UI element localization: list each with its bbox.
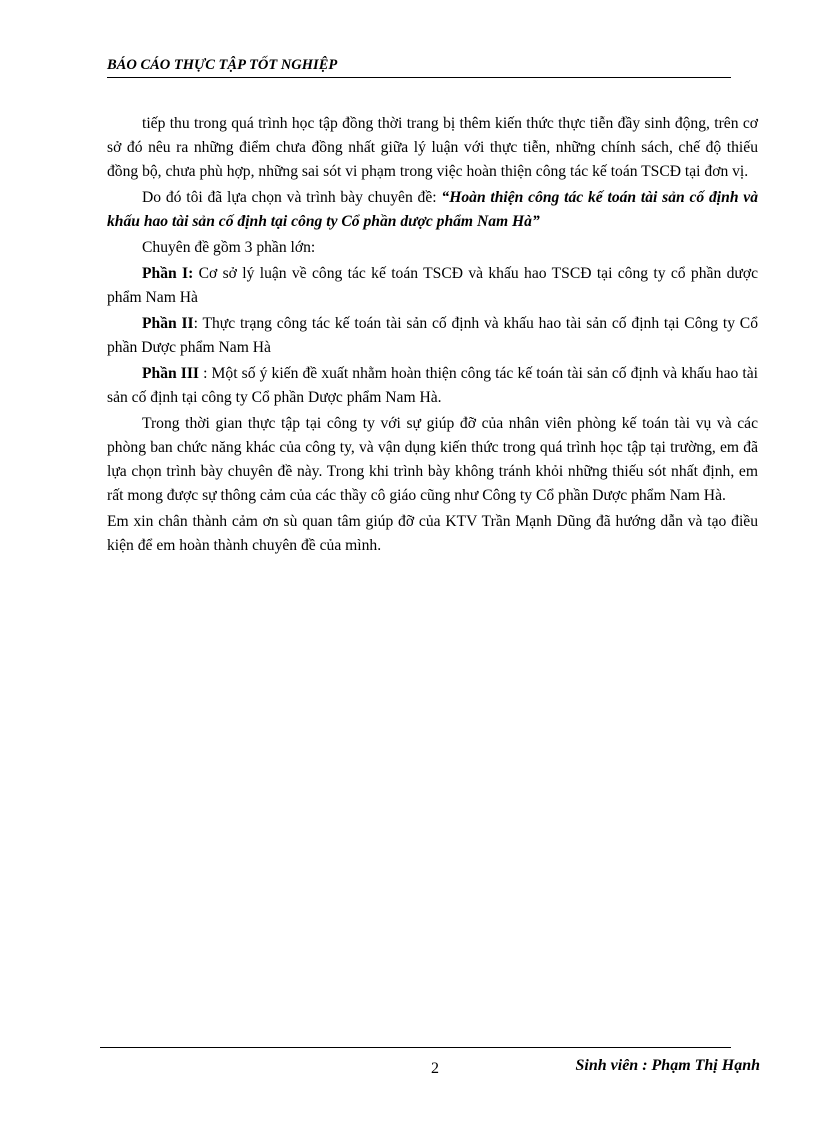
paragraph: tiếp thu trong quá trình học tập đồng thời trang bị thêm kiến thức thực tiễn đầy sinh động, trên cơ sở đó nêu ra những điểm chưa đồng nhất giữa lý luận với thực tiễn, những chính sách, chế độ thiếu đồng bộ, chưa phù hợp, những sai sót vi phạm trong việc hoàn thiện công tác kế toán TSCĐ tại đơn vị. — [107, 115, 758, 180]
paragraph-topic — [107, 186, 758, 234]
footer-divider — [100, 1047, 731, 1048]
paragraph: Chuyên đề gồm 3 phần lớn: — [142, 239, 316, 256]
page-number: 2 — [431, 1060, 439, 1077]
part-item — [107, 362, 758, 410]
student-name: Sinh viên : Phạm Thị Hạnh — [575, 1057, 760, 1074]
part-text: Cơ sở lý luận về công tác kế toán TSCĐ và khấu hao TSCĐ tại công ty cổ phần dược phẩm Nam Hà — [107, 265, 759, 306]
topic-title: “Hoàn thiện công tác kế toán tài sản cố định và khấu hao tài sản cố định tại công ty Cổ phần dược phẩm Nam Hà” — [107, 189, 759, 230]
paragraph: Trong thời gian thực tập tại công ty với sự giúp đỡ của nhân viên phòng kế toán tài vụ và các phòng ban chức năng khác của công ty, và vận dụng kiến thức trong quá trình học tập tại trường, em đã lựa chọn trình bày chuyên đề này. Trong khi trình bày không tránh khỏi những thiếu sót nhất định, em rất mong được sự thông cảm của các thầy cô giáo cũng như Công ty Cổ phần Dược phẩm Nam Hà. — [107, 415, 758, 504]
part-item — [107, 312, 758, 360]
part-label: Phần I: — [142, 265, 194, 282]
part-text: : Thực trạng công tác kế toán tài sản cố định và khấu hao tài sản cố định tại Công ty Cổ phần Dược phẩm Nam Hà — [107, 315, 759, 356]
part-label: Phần III — [142, 365, 199, 382]
part-label: Phần II — [142, 315, 194, 332]
part-item — [107, 262, 758, 310]
document-body — [107, 112, 758, 560]
page-header: BÁO CÁO THỰC TẬP TỐT NGHIỆP — [107, 57, 731, 78]
paragraph-thanks: Em xin chân thành cảm ơn sù quan tâm giúp đỡ của KTV Trần Mạnh Dũng đã hướng dẫn và tạo điều kiện để em hoàn thành chuyên đề của mình. — [107, 513, 758, 554]
topic-intro: Do đó tôi đã lựa chọn và trình bày chuyên đề: — [142, 189, 442, 206]
part-text: : Một số ý kiến đề xuất nhằm hoàn thiện công tác kế toán tài sản cố định và khấu hao tài sản cố định tại công ty Cổ phần Dược phẩm Nam Hà. — [107, 365, 758, 406]
